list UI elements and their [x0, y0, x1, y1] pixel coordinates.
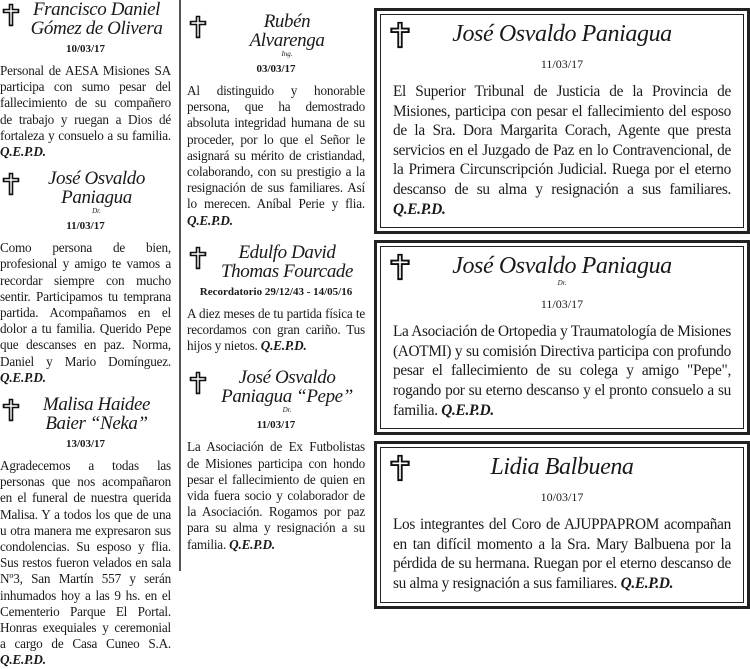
cross-icon	[2, 3, 20, 27]
obituary-notice	[0, 0, 171, 160]
cross-icon	[389, 21, 411, 49]
deceased-name: José Osvaldo	[47, 168, 146, 190]
obituary-notice	[187, 243, 365, 355]
notice-date: 11/03/17	[66, 220, 105, 233]
obituary-notice	[187, 12, 365, 229]
notice-text: Al distinguido y honorable persona, que ha demostrado absoluta integridad humana de su proceder, por lo que el Señor le asignará su mérito de cristiandad, colaborando, con su prestigio a la resignación de sus familiares. Así lo merecen. Aníbal Perie y flia. Q.E.P.D.	[187, 83, 365, 228]
qepd: Q.E.P.D.	[260, 338, 307, 354]
qepd: Q.E.P.D.	[441, 401, 494, 419]
notice-text: A diez meses de tu partida física te recordamos con gran cariño. Tus hijos y nietos. Q.E.P.D.	[187, 305, 365, 354]
qepd: Q.E.P.D.	[0, 652, 46, 668]
notice-text: Como persona de bien, profesional y amigo te vamos a recordar siempre con mucho sentir. Participamos tu temprana partida. Acompañamos en el dolor a tu familia. Querido Pepe que descanses en paz. Norma, Daniel y Mario Domínguez. Q.E.P.D.	[0, 240, 171, 385]
notice-date: 10/03/17	[65, 43, 106, 55]
obituary-notice	[374, 441, 750, 608]
cross-icon	[2, 398, 20, 422]
honorific: Dr.	[92, 207, 101, 216]
cross-icon	[389, 454, 411, 482]
cross-icon	[2, 172, 20, 196]
deceased-name: José Osvaldo Paniagua	[452, 253, 672, 280]
deceased-name: Malisa Haidee	[42, 394, 151, 416]
cross-icon	[189, 246, 207, 270]
obituary-notice	[374, 8, 750, 234]
obituary-notice	[0, 395, 171, 669]
notice-date: 13/03/17	[65, 438, 106, 451]
obituary-notice	[0, 169, 171, 386]
notice-date: 11/03/17	[540, 57, 584, 71]
deceased-name: Edulfo David	[238, 241, 336, 263]
deceased-name: Paniagua	[61, 187, 132, 209]
notice-date: Recordatorio 29/12/43 - 14/05/16	[199, 285, 353, 298]
column-1	[0, 0, 171, 669]
column-divider	[179, 0, 181, 571]
qepd: Q.E.P.D.	[187, 212, 233, 228]
notice-text: El Superior Tribunal de Justicia de la Provincia de Misiones, participa con pesar el fallecimiento del esposo de la Sra. Dora Margarita Corach, Agente que presta servicios en el Juzgado de Paz en lo Contravencional, de la Primera Circunscripción Judicial. Ruega por el eterno descanso de su alma y resignación a sus familiares. Q.E.P.D.	[393, 83, 731, 218]
honorific: Dr.	[557, 279, 567, 288]
deceased-name: Francisco Daniel	[32, 0, 161, 20]
notice-date: 11/03/17	[540, 297, 584, 312]
notice-text: La Asociación de Ortopedia y Traumatología de Misiones (AOTMI) y su comisión Directiva participa con profundo pesar el fallecimiento de su colega y amigo "Pepe", rogando por su eterno descanso y el pronto consuelo a su familia. Q.E.P.D.	[393, 323, 731, 419]
honorific: Dr.	[282, 406, 292, 415]
obituary-notice	[374, 240, 750, 435]
deceased-name: Alvarenga	[249, 30, 325, 51]
obituary-notice	[187, 368, 365, 552]
qepd: Q.E.P.D.	[0, 369, 46, 385]
notice-text: La Asociación de Ex Futbolistas de Misiones participa con hondo pesar el fallecimiento de quien en vida fuera socio y colaborador de la Asociación. Rogamos por paz para su alma y resignación a su familia. Q.E.P.D.	[187, 439, 365, 552]
notice-text: Agradecemos a todas las personas que nos acompañaron en el funeral de nuestra querida Malisa. Y a todos los que de una u otra manera me expresaron sus condolencias. Su esposo y flia. Sus restos fueron velados en sala Nº3, San Martín 557 y serán inhumados hoy a las 9 hs. en el Cementerio Parque El Portal. Honras exequiales y ceremonial a cargo de Casa Cuneo S.A. Q.E.P.D.	[0, 458, 171, 668]
qepd: Q.E.P.D.	[0, 144, 46, 160]
notice-text: Personal de AESA Misiones SA participa con sumo pesar del fallecimiento de su compañero de trabajo y ruegan a Dios dé fortaleza y consuelo a su familia. Q.E.P.D.	[0, 63, 171, 160]
notice-date: 11/03/17	[256, 419, 296, 432]
qepd: Q.E.P.D.	[620, 574, 674, 592]
honorific: Ing.	[281, 50, 293, 58]
cross-icon	[189, 371, 207, 395]
deceased-name: Paniagua “Pepe”	[221, 386, 353, 408]
deceased-name: Thomas Fourcade	[220, 260, 354, 282]
notice-date: 03/03/17	[256, 63, 296, 75]
notice-text: Los integrantes del Coro de AJUPPAPROM acompañan en tan difícil momento a la Sra. Mary Balbuena por la pérdida de su hermana. Ruegan por el eterno descanso de su alma y resignación a sus familiares. Q.E.P.D.	[393, 516, 731, 592]
cross-icon	[389, 253, 411, 281]
boxed-notices	[374, 8, 750, 609]
deceased-name: José Osvaldo	[238, 367, 336, 389]
deceased-name: Rubén	[263, 11, 311, 32]
deceased-name: Gómez de Olivera	[30, 18, 163, 39]
qepd: Q.E.P.D.	[229, 536, 275, 552]
deceased-name: Baier “Neka”	[45, 413, 148, 435]
qepd: Q.E.P.D.	[393, 200, 446, 218]
column-2	[187, 0, 365, 553]
deceased-name: José Osvaldo Paniagua	[452, 21, 672, 47]
notice-date: 10/03/17	[540, 490, 584, 505]
cross-icon	[189, 15, 207, 39]
deceased-name: Lidia Balbuena	[490, 454, 634, 481]
